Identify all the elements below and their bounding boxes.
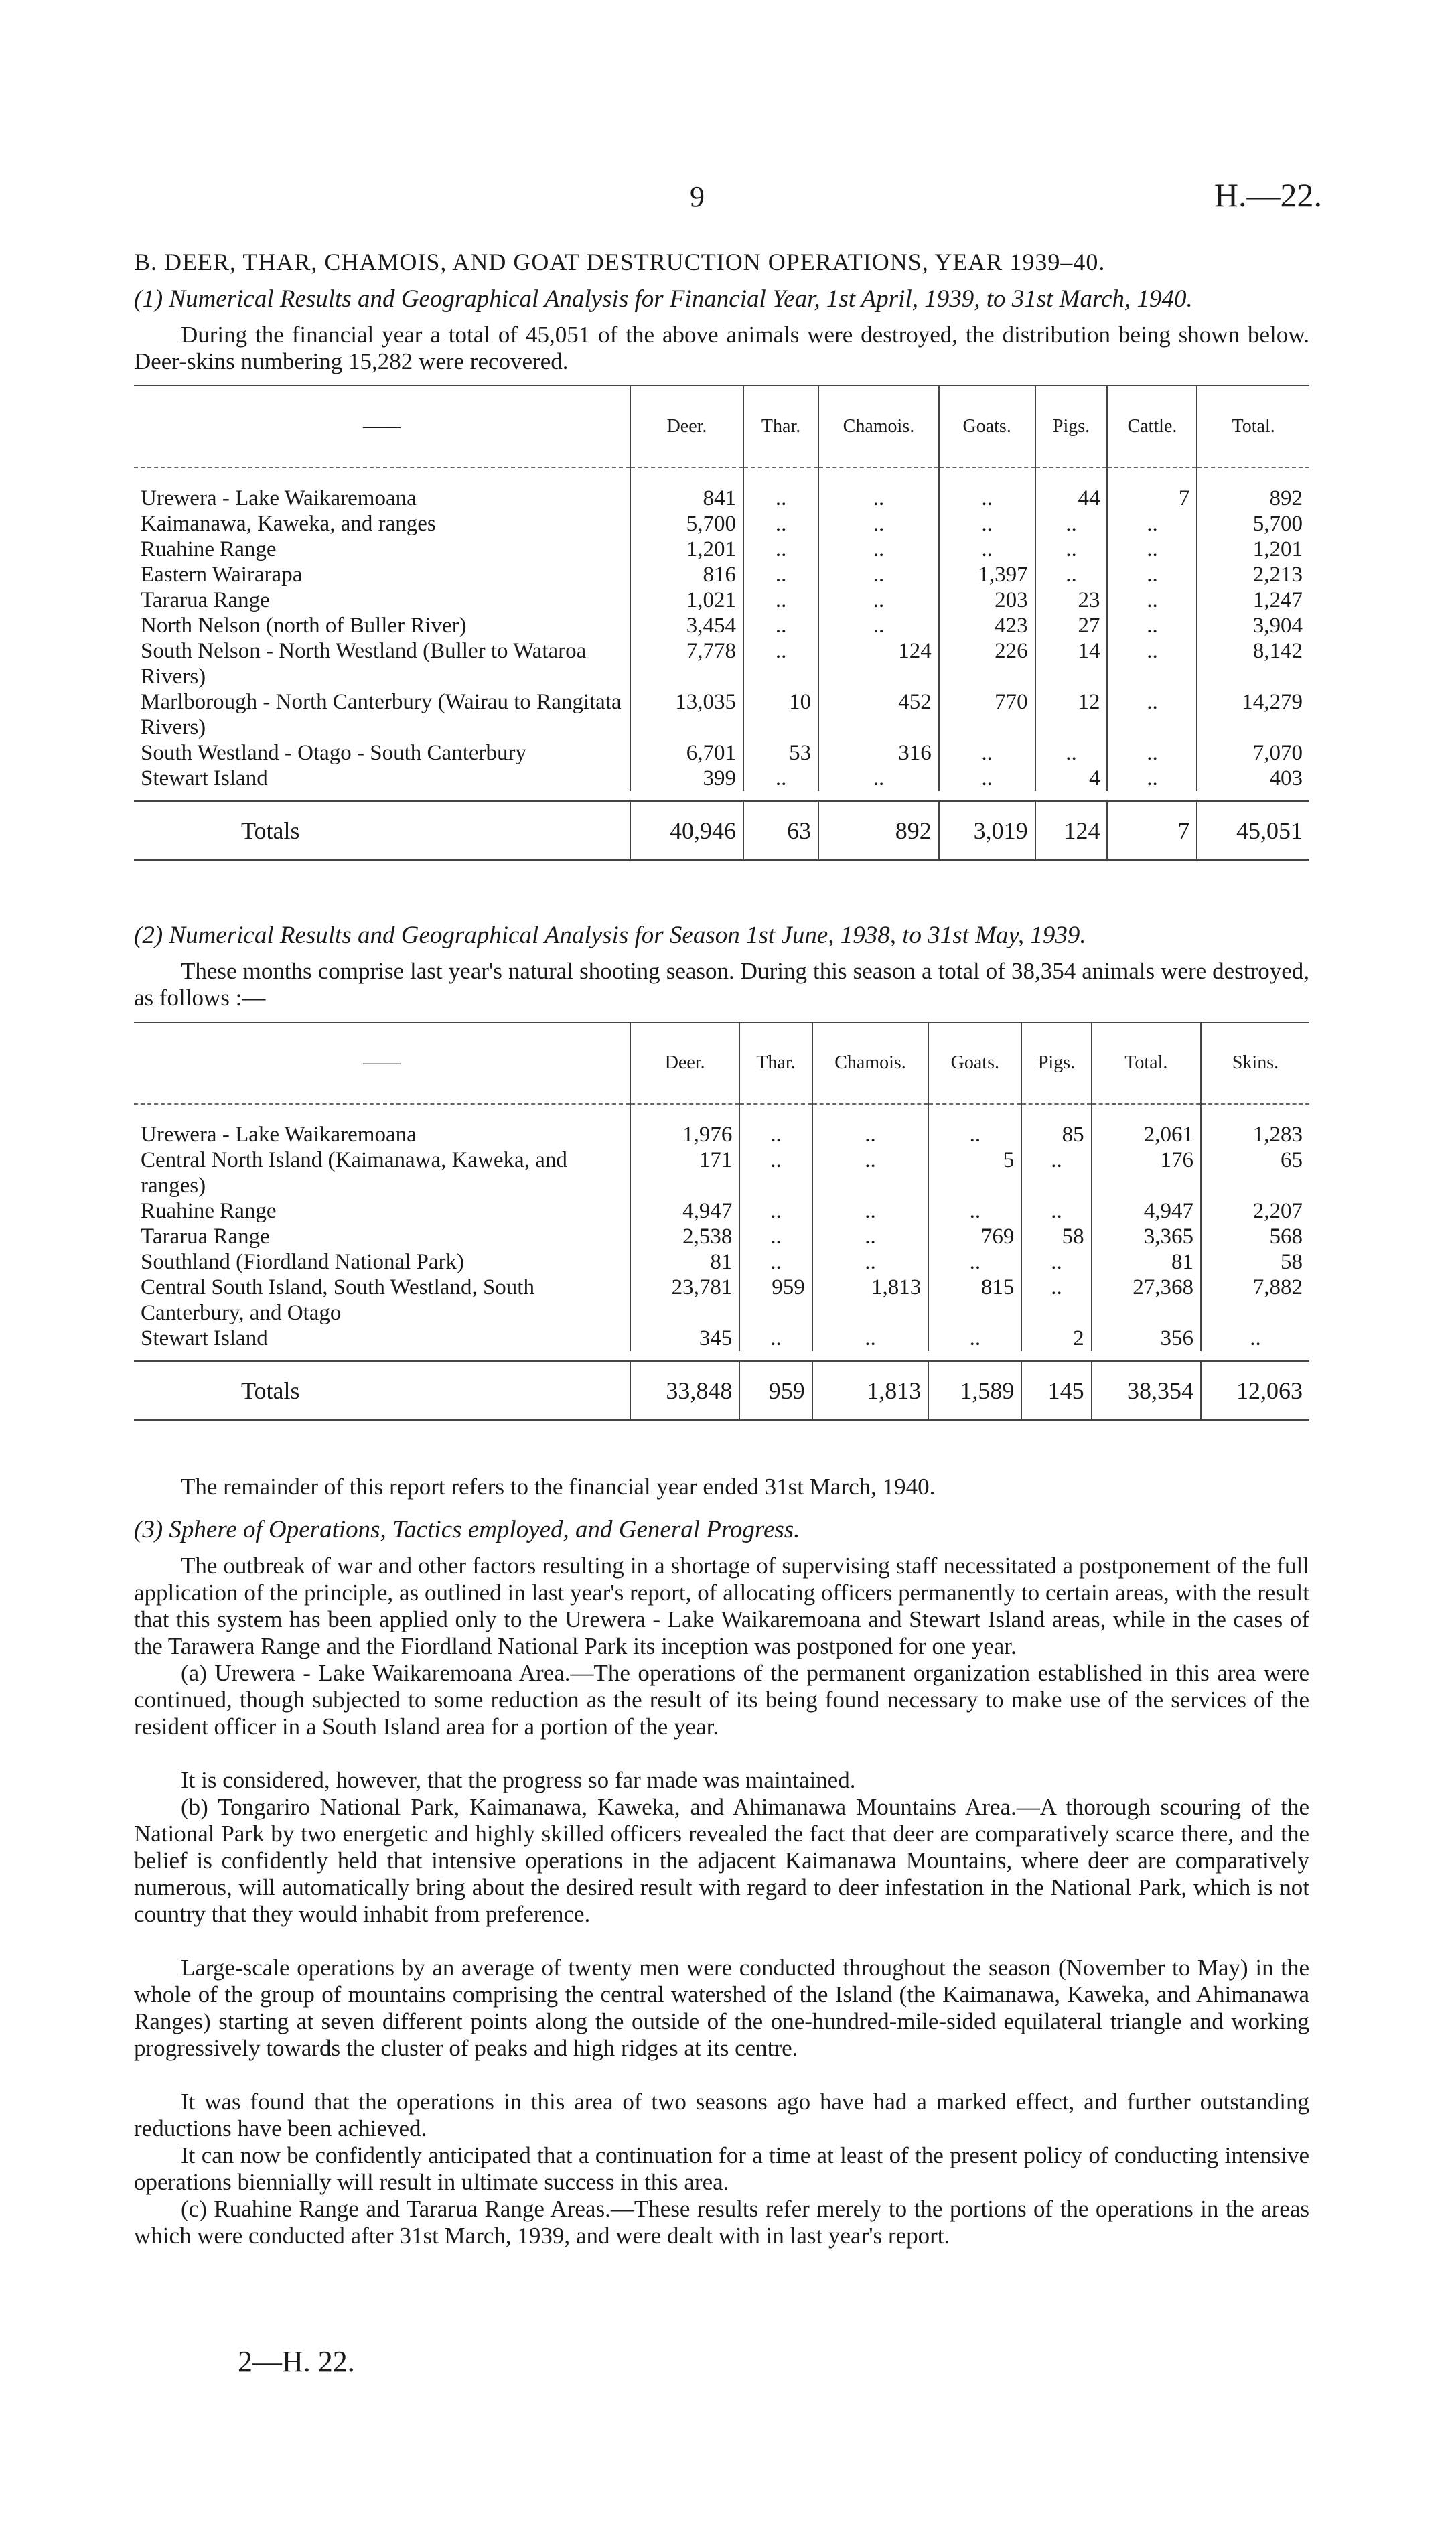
part1-intro: During the financial year a total of 45,051 of the above animals were destroyed, the distribution being shown below. Deer-skins numbering 15,282 were recovered. bbox=[134, 322, 1309, 374]
table-cell: 2,538 bbox=[630, 1224, 739, 1249]
table-cell: 452 bbox=[818, 689, 939, 740]
part3-paragraph-b2: Large-scale operations by an average of twenty men were conducted throughout the season (November to May) in the whole of the group of mountains comprising the central watershed of the Island (the Kaimanawa, Kaweka, and Ahimanawa Ranges) starting at seven different points along the outside of the one-hundred-mile-sided equilateral triangle and working progressively towards the cluster of peaks and high ridges at its centre. bbox=[134, 1955, 1309, 2061]
table-cell: .. bbox=[818, 587, 939, 613]
table-cell: 4,947 bbox=[630, 1198, 739, 1224]
table-cell: 226 bbox=[939, 638, 1035, 689]
table-cell: .. bbox=[939, 766, 1035, 791]
table-cell: .. bbox=[812, 1224, 929, 1249]
table-cell: 7,778 bbox=[630, 638, 743, 689]
column-header: Skins. bbox=[1201, 1022, 1309, 1104]
table-cell: .. bbox=[743, 766, 818, 791]
totals-cell: 40,946 bbox=[630, 801, 743, 861]
table-cell: .. bbox=[739, 1147, 812, 1198]
table-cell: 23,781 bbox=[630, 1275, 739, 1326]
table-cell: .. bbox=[939, 537, 1035, 562]
part3-paragraph-a2: It is considered, however, that the progress so far made was maintained. bbox=[181, 1767, 856, 1793]
totals-row bbox=[134, 801, 1309, 861]
table-cell: .. bbox=[743, 537, 818, 562]
financial-year-table bbox=[134, 385, 1309, 861]
column-header: Goats. bbox=[928, 1022, 1021, 1104]
table-cell: 53 bbox=[743, 740, 818, 766]
table-cell: .. bbox=[1021, 1249, 1091, 1275]
table-cell: 5 bbox=[928, 1147, 1021, 1198]
table-cell: 5,700 bbox=[1197, 511, 1309, 537]
row-label: Urewera - Lake Waikaremoana bbox=[141, 486, 417, 510]
totals-cell: 124 bbox=[1035, 801, 1108, 861]
table-cell: .. bbox=[743, 638, 818, 689]
table-cell: 65 bbox=[1201, 1147, 1309, 1198]
row-label: Eastern Wairarapa bbox=[141, 563, 303, 587]
table-cell: 2,213 bbox=[1197, 562, 1309, 587]
totals-cell: 12,063 bbox=[1201, 1361, 1309, 1421]
season-table bbox=[134, 1022, 1309, 1421]
table-cell: .. bbox=[939, 468, 1035, 511]
table-cell: .. bbox=[818, 766, 939, 791]
table-cell: .. bbox=[739, 1326, 812, 1351]
row-label: Stewart Island bbox=[141, 1326, 268, 1350]
row-label: Marlborough - North Canterbury (Wairau to Rangitata Rivers) bbox=[141, 690, 622, 740]
table-cell: 203 bbox=[939, 587, 1035, 613]
table-cell: 345 bbox=[630, 1326, 739, 1351]
table-cell: 1,247 bbox=[1197, 587, 1309, 613]
table-cell: 14,279 bbox=[1197, 689, 1309, 740]
table-cell: .. bbox=[1021, 1147, 1091, 1198]
table-cell: 1,021 bbox=[630, 587, 743, 613]
table-cell: .. bbox=[812, 1198, 929, 1224]
table-cell: .. bbox=[739, 1104, 812, 1147]
table-cell: .. bbox=[743, 468, 818, 511]
table-row bbox=[134, 766, 1309, 791]
table-cell: 2,061 bbox=[1092, 1104, 1201, 1147]
table-cell: 1,976 bbox=[630, 1104, 739, 1147]
table-cell: 7 bbox=[1107, 468, 1197, 511]
table-cell: 399 bbox=[630, 766, 743, 791]
table-cell: .. bbox=[928, 1249, 1021, 1275]
table-cell: 1,201 bbox=[1197, 537, 1309, 562]
table-cell: 81 bbox=[1092, 1249, 1201, 1275]
table-cell: 568 bbox=[1201, 1224, 1309, 1249]
totals-label: Totals bbox=[134, 801, 630, 861]
totals-cell: 145 bbox=[1021, 1361, 1091, 1421]
column-header: Deer. bbox=[630, 1022, 739, 1104]
row-label: Central North Island (Kaimanawa, Kaweka, and ranges) bbox=[141, 1148, 567, 1198]
table-cell: .. bbox=[743, 587, 818, 613]
column-header-label: —— bbox=[134, 1022, 630, 1104]
table-cell: 4,947 bbox=[1092, 1198, 1201, 1224]
section-title: B. DEER, THAR, CHAMOIS, AND GOAT DESTRUCTION OPERATIONS, YEAR 1939–40. bbox=[134, 249, 1106, 275]
table-cell: 58 bbox=[1021, 1224, 1091, 1249]
table-cell: .. bbox=[812, 1104, 929, 1147]
totals-cell: 45,051 bbox=[1197, 801, 1309, 861]
table-cell: .. bbox=[1107, 689, 1197, 740]
table-row bbox=[134, 1147, 1309, 1198]
table-row bbox=[134, 613, 1309, 638]
column-header: Thar. bbox=[739, 1022, 812, 1104]
table-cell: .. bbox=[1107, 740, 1197, 766]
totals-cell: 1,589 bbox=[928, 1361, 1021, 1421]
part3-paragraph-1: The outbreak of war and other factors resulting in a shortage of supervising staff necessitated a postponement of the full application of the principle, as outlined in last year's report, of allocating officers permanently to certain areas, with the result that this system has been applied only to the Urewera - Lake Waikaremoana and Stewart Island areas, while in the cases of the Tarawera Range and the Fiordland National Park its inception was postponed for one year. bbox=[134, 1553, 1309, 1659]
row-label: Southland (Fiordland National Park) bbox=[141, 1250, 465, 1274]
table-cell: 770 bbox=[939, 689, 1035, 740]
table-cell: .. bbox=[939, 740, 1035, 766]
table-cell: 3,454 bbox=[630, 613, 743, 638]
table-cell: .. bbox=[818, 537, 939, 562]
table-cell: 1,201 bbox=[630, 537, 743, 562]
table-cell: .. bbox=[812, 1326, 929, 1351]
table-cell: 85 bbox=[1021, 1104, 1091, 1147]
document-reference: H.—22. bbox=[1214, 176, 1322, 214]
page-number: 9 bbox=[690, 180, 705, 213]
table-row bbox=[134, 740, 1309, 766]
table-cell: .. bbox=[928, 1198, 1021, 1224]
part3-paragraph-b3: It was found that the operations in this area of two seasons ago have had a marked effect, and further outstanding reductions have been achieved. bbox=[134, 2089, 1309, 2141]
table-cell: .. bbox=[1035, 511, 1108, 537]
totals-cell: 959 bbox=[739, 1361, 812, 1421]
table-row bbox=[134, 1275, 1309, 1326]
table-cell: 815 bbox=[928, 1275, 1021, 1326]
table-cell: 1,283 bbox=[1201, 1104, 1309, 1147]
totals-cell: 33,848 bbox=[630, 1361, 739, 1421]
table-cell: 2,207 bbox=[1201, 1198, 1309, 1224]
column-header: Chamois. bbox=[818, 386, 939, 468]
table-row bbox=[134, 562, 1309, 587]
table-cell: 316 bbox=[818, 740, 939, 766]
column-header: Pigs. bbox=[1021, 1022, 1091, 1104]
table-cell: .. bbox=[1107, 511, 1197, 537]
table-cell: .. bbox=[939, 511, 1035, 537]
column-header: Cattle. bbox=[1107, 386, 1197, 468]
column-header: Chamois. bbox=[812, 1022, 929, 1104]
table-row bbox=[134, 1326, 1309, 1351]
table-cell: 892 bbox=[1197, 468, 1309, 511]
table-cell: .. bbox=[739, 1249, 812, 1275]
row-label: Stewart Island bbox=[141, 766, 268, 790]
table-cell: 769 bbox=[928, 1224, 1021, 1249]
part2-heading: (2) Numerical Results and Geographical Analysis for Season 1st June, 1938, to 31st May, 1939. bbox=[134, 922, 1086, 949]
table-row bbox=[134, 1224, 1309, 1249]
row-label: Urewera - Lake Waikaremoana bbox=[141, 1123, 417, 1147]
part3-heading: (3) Sphere of Operations, Tactics employed, and General Progress. bbox=[134, 1516, 800, 1543]
part2-intro: These months comprise last year's natural shooting season. During this season a total of 38,354 animals were destroyed, as follows :— bbox=[134, 958, 1309, 1011]
totals-cell: 1,813 bbox=[812, 1361, 929, 1421]
table-cell: 423 bbox=[939, 613, 1035, 638]
table-cell: .. bbox=[739, 1224, 812, 1249]
table-row bbox=[134, 1198, 1309, 1224]
table-cell: .. bbox=[928, 1104, 1021, 1147]
table-cell: .. bbox=[1107, 766, 1197, 791]
totals-cell: 3,019 bbox=[939, 801, 1035, 861]
row-label: South Westland - Otago - South Canterbury bbox=[141, 741, 527, 765]
totals-cell: 7 bbox=[1107, 801, 1197, 861]
part3-paragraph-a: (a) Urewera - Lake Waikaremoana Area.—The operations of the permanent organization established in this area were continued, though subjected to some reduction as the result of its being found necessary to make use of the services of the resident officer in a South Island area for a portion of the year. bbox=[134, 1660, 1309, 1740]
table-cell: 176 bbox=[1092, 1147, 1201, 1198]
row-label: South Nelson - North Westland (Buller to Wataroa Rivers) bbox=[141, 639, 587, 689]
column-header-label: —— bbox=[134, 386, 630, 468]
table-cell: 5,700 bbox=[630, 511, 743, 537]
part3-paragraph-b4: It can now be confidently anticipated that a continuation for a time at least of the present policy of conducting intensive operations biennially will result in ultimate success in this area. bbox=[134, 2142, 1309, 2195]
table-cell: .. bbox=[1021, 1275, 1091, 1326]
table-cell: 7,070 bbox=[1197, 740, 1309, 766]
column-header: Pigs. bbox=[1035, 386, 1108, 468]
table-row bbox=[134, 689, 1309, 740]
table-cell: 403 bbox=[1197, 766, 1309, 791]
part3-paragraph-c: (c) Ruahine Range and Tararua Range Areas.—These results refer merely to the portions of the operations in the areas which were conducted after 31st March, 1939, and were dealt with in last year's report. bbox=[134, 2196, 1309, 2249]
table-cell: .. bbox=[1201, 1326, 1309, 1351]
table-cell: 8,142 bbox=[1197, 638, 1309, 689]
table-cell: 7,882 bbox=[1201, 1275, 1309, 1326]
table-row bbox=[134, 511, 1309, 537]
table-cell: .. bbox=[743, 562, 818, 587]
row-label: Ruahine Range bbox=[141, 537, 277, 561]
table-cell: 3,904 bbox=[1197, 613, 1309, 638]
table-cell: 6,701 bbox=[630, 740, 743, 766]
column-header: Total. bbox=[1197, 386, 1309, 468]
table-cell: .. bbox=[1035, 562, 1108, 587]
table-cell: 124 bbox=[818, 638, 939, 689]
table-cell: 1,813 bbox=[812, 1275, 929, 1326]
table-cell: .. bbox=[743, 613, 818, 638]
row-label: Central South Island, South Westland, South Canterbury, and Otago bbox=[141, 1275, 534, 1325]
table-cell: 171 bbox=[630, 1147, 739, 1198]
totals-row bbox=[134, 1361, 1309, 1421]
table-cell: .. bbox=[1107, 613, 1197, 638]
part1-heading: (1) Numerical Results and Geographical Analysis for Financial Year, 1st April, 1939, to 31st March, 1940. bbox=[134, 285, 1193, 313]
table-cell: 23 bbox=[1035, 587, 1108, 613]
column-header: Goats. bbox=[939, 386, 1035, 468]
table-cell: 13,035 bbox=[630, 689, 743, 740]
table-cell: .. bbox=[1035, 537, 1108, 562]
table-cell: .. bbox=[928, 1326, 1021, 1351]
part3-paragraph-b: (b) Tongariro National Park, Kaimanawa, Kaweka, and Ahimanawa Mountains Area.—A thorough scouring of the National Park by two energetic and highly skilled officers revealed the fact that deer are comparatively scarce there, and the belief is confidently held that intensive operations in the adjacent Kaimanawa Mountains, where deer are comparatively numerous, will automatically bring about the desired result with regard to deer infestation in the National Park, which is not country that they would inhabit from preference. bbox=[134, 1794, 1309, 1927]
table-cell: .. bbox=[1107, 537, 1197, 562]
totals-label: Totals bbox=[134, 1361, 630, 1421]
table-cell: 14 bbox=[1035, 638, 1108, 689]
table-cell: .. bbox=[1021, 1198, 1091, 1224]
table-row bbox=[134, 1249, 1309, 1275]
table-cell: 1,397 bbox=[939, 562, 1035, 587]
table-cell: 356 bbox=[1092, 1326, 1201, 1351]
table-cell: 2 bbox=[1021, 1326, 1091, 1351]
table-cell: 58 bbox=[1201, 1249, 1309, 1275]
table-cell: 27 bbox=[1035, 613, 1108, 638]
table-cell: 4 bbox=[1035, 766, 1108, 791]
table-cell: .. bbox=[812, 1249, 929, 1275]
table-row bbox=[134, 638, 1309, 689]
table-cell: .. bbox=[1107, 562, 1197, 587]
totals-cell: 892 bbox=[818, 801, 939, 861]
row-label: Tararua Range bbox=[141, 588, 270, 612]
table-cell: .. bbox=[818, 613, 939, 638]
row-label: Tararua Range bbox=[141, 1224, 270, 1249]
row-label: Ruahine Range bbox=[141, 1199, 277, 1223]
column-header: Thar. bbox=[743, 386, 818, 468]
table-cell: 44 bbox=[1035, 468, 1108, 511]
table-cell: 81 bbox=[630, 1249, 739, 1275]
column-header: Total. bbox=[1092, 1022, 1201, 1104]
table-cell: 12 bbox=[1035, 689, 1108, 740]
table-row bbox=[134, 537, 1309, 562]
table-cell: .. bbox=[1107, 587, 1197, 613]
column-header: Deer. bbox=[630, 386, 743, 468]
row-label: Kaimanawa, Kaweka, and ranges bbox=[141, 512, 436, 536]
table-cell: .. bbox=[818, 562, 939, 587]
table-row bbox=[134, 1104, 1309, 1147]
table-cell: 10 bbox=[743, 689, 818, 740]
table-cell: .. bbox=[818, 468, 939, 511]
table-cell: 959 bbox=[739, 1275, 812, 1326]
table-cell: 27,368 bbox=[1092, 1275, 1201, 1326]
table-cell: 841 bbox=[630, 468, 743, 511]
table-row bbox=[134, 468, 1309, 511]
table-cell: .. bbox=[739, 1198, 812, 1224]
table-cell: 816 bbox=[630, 562, 743, 587]
table-cell: .. bbox=[818, 511, 939, 537]
table-cell: .. bbox=[812, 1147, 929, 1198]
table-cell: .. bbox=[743, 511, 818, 537]
remainder-note: The remainder of this report refers to the financial year ended 31st March, 1940. bbox=[181, 1474, 936, 1500]
totals-cell: 38,354 bbox=[1092, 1361, 1201, 1421]
table-row bbox=[134, 587, 1309, 613]
row-label: North Nelson (north of Buller River) bbox=[141, 614, 467, 638]
totals-cell: 63 bbox=[743, 801, 818, 861]
table-cell: 3,365 bbox=[1092, 1224, 1201, 1249]
table-cell: .. bbox=[1107, 638, 1197, 689]
footer-signature: 2—H. 22. bbox=[238, 2345, 355, 2378]
table-cell: .. bbox=[1035, 740, 1108, 766]
